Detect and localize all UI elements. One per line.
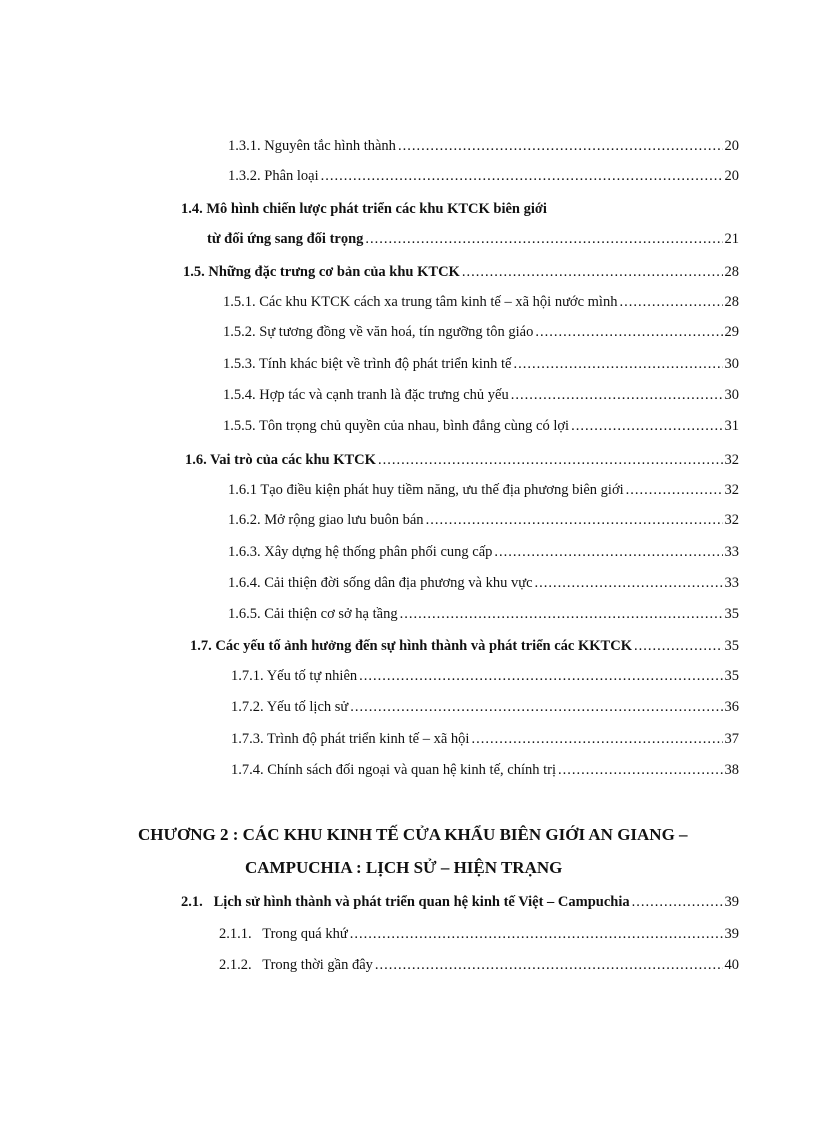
toc-entry-label: 1.7.2. Yếu tố lịch sử xyxy=(231,699,349,715)
toc-entry-page: 28 xyxy=(724,264,739,280)
toc-entry-label: từ đối ứng sang đối trọng xyxy=(207,231,364,247)
toc-entry-2-1-2[interactable] xyxy=(219,955,739,975)
leader-dots xyxy=(632,892,723,912)
toc-entry-2-1-1[interactable] xyxy=(219,924,739,944)
leader-dots xyxy=(634,636,723,656)
toc-entry-page: 20 xyxy=(724,138,739,154)
toc-entry-page: 30 xyxy=(724,387,739,403)
toc-heading-1-4-line1[interactable]: 1.4. Mô hình chiến lược phát triển các khu KTCK biên giới xyxy=(181,201,547,217)
leader-dots xyxy=(426,510,723,530)
toc-entry-label: 1.6. Vai trò của các khu KTCK xyxy=(185,452,376,468)
toc-entry-label: 1.5.4. Hợp tác và cạnh tranh là đặc trưng chủ yếu xyxy=(223,387,509,403)
toc-entry-page: 29 xyxy=(724,324,739,340)
toc-entry-page: 31 xyxy=(724,418,739,434)
leader-dots xyxy=(350,697,722,717)
chapter-2-heading-line1[interactable]: CHƯƠNG 2 : CÁC KHU KINH TẾ CỬA KHẨU BIÊN GIỚI AN GIANG – xyxy=(138,825,688,844)
toc-entry-1-3-2[interactable] xyxy=(228,166,739,186)
toc-entry-page: 39 xyxy=(724,926,739,942)
leader-dots xyxy=(626,480,723,500)
leader-dots xyxy=(535,322,722,342)
leader-dots xyxy=(535,573,723,593)
toc-entry-label: 1.3.1. Nguyên tắc hình thành xyxy=(228,138,396,154)
chapter-2-heading-line2[interactable]: CAMPUCHIA : LỊCH SỬ – HIỆN TRẠNG xyxy=(245,858,563,877)
toc-entry-1-7-4[interactable] xyxy=(231,760,739,780)
toc-entry-1-5[interactable] xyxy=(183,262,739,282)
toc-entry-page: 40 xyxy=(724,957,739,973)
toc-entry-label: 1.5.5. Tôn trọng chủ quyền của nhau, bình đẳng cùng có lợi xyxy=(223,418,570,434)
toc-entry-1-5-1[interactable] xyxy=(223,292,739,312)
toc-entry-1-6[interactable] xyxy=(185,450,739,470)
toc-entry-label: 1.7.3. Trình độ phát triển kinh tế – xã hội xyxy=(231,731,470,747)
leader-dots xyxy=(321,166,723,186)
leader-dots xyxy=(558,760,723,780)
toc-entry-1-5-3[interactable] xyxy=(223,354,739,374)
toc-entry-1-4[interactable] xyxy=(207,229,739,249)
leader-dots xyxy=(494,542,722,562)
toc-entry-page: 36 xyxy=(724,699,739,715)
toc-entry-1-6-4[interactable] xyxy=(228,573,739,593)
leader-dots xyxy=(471,729,722,749)
toc-entry-label: 1.5.2. Sự tương đồng về văn hoá, tín ngưỡng tôn giáo xyxy=(223,324,534,340)
toc-entry-label: 1.7.4. Chính sách đối ngoại và quan hệ kinh tế, chính trị xyxy=(231,762,556,778)
toc-entry-label: 2.1.1. Trong quá khứ xyxy=(219,926,348,942)
toc-entry-page: 37 xyxy=(724,731,739,747)
toc-entry-label: 1.3.2. Phân loại xyxy=(228,168,319,184)
leader-dots xyxy=(571,416,722,436)
toc-entry-label: 1.6.1 Tạo điều kiện phát huy tiềm năng, ưu thế địa phương biên giới xyxy=(228,482,624,498)
toc-entry-1-6-5[interactable] xyxy=(228,604,739,624)
toc-entry-page: 21 xyxy=(724,231,739,247)
toc-entry-2-1[interactable] xyxy=(181,892,739,912)
leader-dots xyxy=(359,666,722,686)
toc-entry-label: 1.6.2. Mở rộng giao lưu buôn bán xyxy=(228,512,424,528)
toc-entry-label: 1.6.4. Cải thiện đời sống dân địa phương và khu vực xyxy=(228,575,533,591)
toc-entry-1-6-2[interactable] xyxy=(228,510,739,530)
leader-dots xyxy=(513,354,722,374)
toc-entry-page: 35 xyxy=(724,606,739,622)
toc-entry-label: 1.6.5. Cải thiện cơ sở hạ tầng xyxy=(228,606,398,622)
toc-entry-page: 35 xyxy=(724,668,739,684)
toc-entry-1-7-1[interactable] xyxy=(231,666,739,686)
toc-entry-1-5-4[interactable] xyxy=(223,385,739,405)
toc-entry-label: 1.7. Các yếu tố ảnh hưởng đến sự hình thành và phát triển các KKTCK xyxy=(190,638,632,654)
leader-dots xyxy=(462,262,723,282)
toc-entry-page: 35 xyxy=(724,638,739,654)
toc-entry-label: 1.5.3. Tính khác biệt về trình độ phát triển kinh tế xyxy=(223,356,512,372)
leader-dots xyxy=(398,136,723,156)
leader-dots xyxy=(619,292,722,312)
toc-entry-1-6-1[interactable] xyxy=(228,480,739,500)
toc-entry-page: 32 xyxy=(724,482,739,498)
toc-entry-page: 33 xyxy=(724,544,739,560)
leader-dots xyxy=(378,450,723,470)
leader-dots xyxy=(400,604,723,624)
toc-entry-label: 1.5.1. Các khu KTCK cách xa trung tâm kinh tế – xã hội nước mình xyxy=(223,294,618,310)
toc-entry-page: 38 xyxy=(724,762,739,778)
toc-entry-label: 1.6.3. Xây dựng hệ thống phân phối cung cấp xyxy=(228,544,493,560)
toc-entry-page: 30 xyxy=(724,356,739,372)
toc-entry-1-5-5[interactable] xyxy=(223,416,739,436)
leader-dots xyxy=(350,924,723,944)
toc-entry-label: 2.1. Lịch sử hình thành và phát triển quan hệ kinh tế Việt – Campuchia xyxy=(181,894,630,910)
toc-entry-page: 20 xyxy=(724,168,739,184)
toc-entry-1-7-3[interactable] xyxy=(231,729,739,749)
toc-entry-page: 28 xyxy=(724,294,739,310)
toc-entry-page: 39 xyxy=(724,894,739,910)
toc-entry-label: 1.5. Những đặc trưng cơ bản của khu KTCK xyxy=(183,264,460,280)
toc-entry-page: 33 xyxy=(724,575,739,591)
toc-entry-1-3-1[interactable] xyxy=(228,136,739,156)
toc-entry-1-7[interactable] xyxy=(190,636,739,656)
toc-entry-label: 1.7.1. Yếu tố tự nhiên xyxy=(231,668,358,684)
toc-entry-1-7-2[interactable] xyxy=(231,697,739,717)
toc-entry-page: 32 xyxy=(724,452,739,468)
toc-entry-1-6-3[interactable] xyxy=(228,542,739,562)
leader-dots xyxy=(375,955,723,975)
leader-dots xyxy=(511,385,723,405)
toc-entry-1-5-2[interactable] xyxy=(223,322,739,342)
toc-entry-page: 32 xyxy=(724,512,739,528)
toc-entry-label: 2.1.2. Trong thời gần đây xyxy=(219,957,373,973)
leader-dots xyxy=(365,229,722,249)
